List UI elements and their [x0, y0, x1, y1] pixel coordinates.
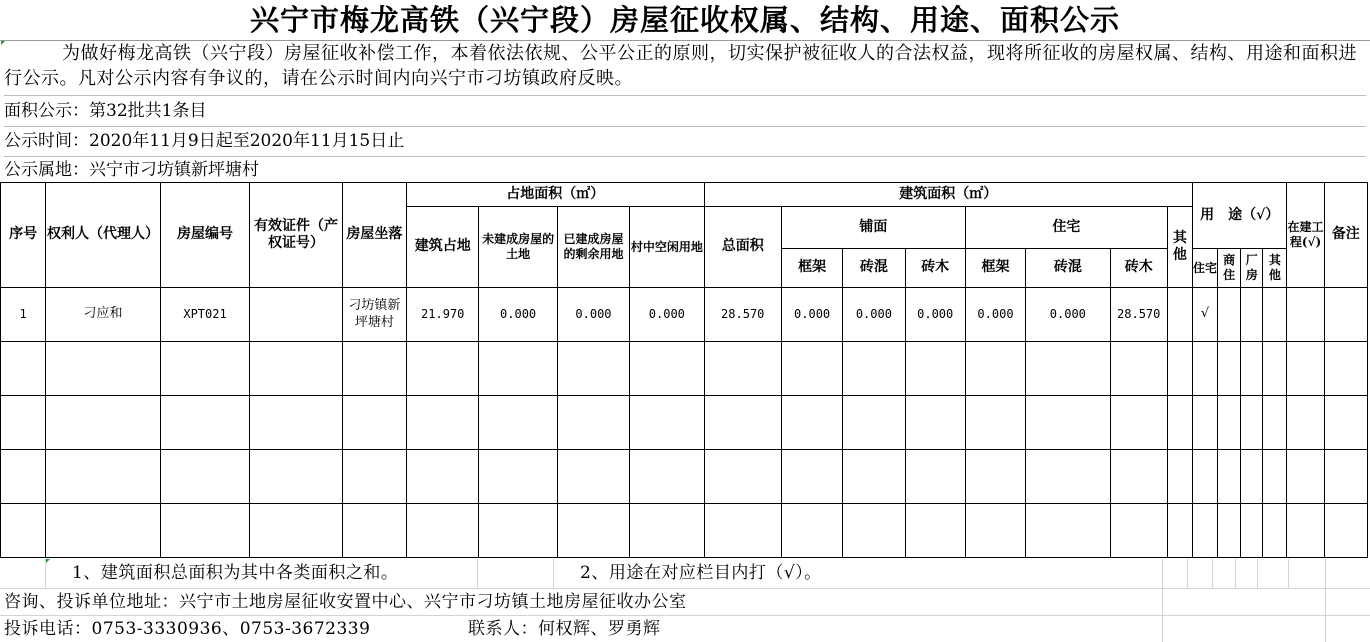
header-res-brick-wood: 砖木 [1110, 249, 1167, 288]
cell-under-construction [1287, 288, 1324, 342]
cell-unbuilt-land: 0.000 [479, 288, 557, 342]
cell-res-frame: 0.000 [965, 288, 1025, 342]
cell-shop-brick-concrete: 0.000 [843, 288, 905, 342]
grid-line [45, 559, 46, 589]
header-use-other: 其他 [1263, 249, 1287, 288]
header-shop-brick-concrete: 砖混 [843, 249, 905, 288]
cell-remarks [1324, 288, 1367, 342]
cell-comment-marker [46, 559, 50, 563]
footer-phone: 投诉电话：0753-3330936、0753-3672339 [4, 619, 371, 639]
note-2: 2、用途在对应栏目内打（√）。 [580, 563, 822, 583]
header-seq: 序号 [1, 183, 46, 288]
cell-village-idle: 0.000 [630, 288, 704, 342]
cell-res-brick-concrete: 0.000 [1026, 288, 1110, 342]
grid-line [1187, 559, 1188, 589]
note-1: 1、建筑面积总面积为其中各类面积之和。 [72, 563, 399, 583]
cell-building-land: 21.970 [407, 288, 479, 342]
table-row-empty [1, 342, 1368, 396]
cell-shop-brick-wood: 0.000 [905, 288, 965, 342]
cell-seq: 1 [1, 288, 46, 342]
cell-other [1167, 288, 1192, 342]
header-residence: 住宅 [965, 207, 1167, 249]
header-location: 房屋坐落 [342, 183, 406, 288]
grid-line [553, 559, 554, 589]
cell-owner: 刁应和 [46, 288, 161, 342]
header-under-construction: 在建工程(√) [1287, 183, 1324, 288]
header-remarks: 备注 [1324, 183, 1367, 288]
table-row-empty [1, 396, 1368, 450]
header-built-remaining: 已建成房屋的剩余用地 [557, 207, 629, 288]
header-unbuilt-land: 未建成房屋的土地 [479, 207, 557, 288]
intro-paragraph: 为做好梅龙高铁（兴宁段）房屋征收补偿工作，本着依法依规、公平公正的原则，切实保护被征收人的合法权益，现将所征收的房屋权属、结构、用途和面积进行公示。凡对公示内容有争议的，请在公示时间内向兴宁市刁坊镇政府反映。 [4, 41, 1366, 96]
header-shop: 铺面 [781, 207, 965, 249]
grid-line [1235, 559, 1236, 589]
header-build-area: 建筑面积（㎡） [704, 183, 1192, 207]
header-cert: 有效证件（产权证号） [250, 183, 342, 288]
header-use-factory: 厂房 [1241, 249, 1263, 288]
batch-info: 面积公示：第32批共1条目 [4, 96, 1366, 127]
header-house-no: 房屋编号 [160, 183, 249, 288]
header-shop-frame: 框架 [781, 249, 842, 288]
period-info: 公示时间：2020年11月9日起至2020年11月15日止 [4, 126, 1366, 157]
table-row-empty [1, 450, 1368, 504]
header-owner: 权利人（代理人） [46, 183, 161, 288]
footer-contact: 联系人：何权辉、罗勇辉 [468, 619, 661, 639]
cell-total-area: 28.570 [704, 288, 781, 342]
header-village-idle: 村中空闲用地 [630, 207, 704, 288]
grid-line [1257, 559, 1258, 589]
cell-res-brick-wood: 28.570 [1110, 288, 1167, 342]
header-res-frame: 框架 [965, 249, 1025, 288]
location-info: 公示属地：兴宁市刁坊镇新坪塘村 [4, 160, 259, 180]
grid-line [1325, 559, 1326, 642]
header-total-area: 总面积 [704, 207, 781, 288]
table-row [1, 288, 1368, 342]
table-row-empty [1, 504, 1368, 558]
footer-address: 咨询、投诉单位地址：兴宁市土地房屋征收安置中心、兴宁市刁坊镇土地房屋征收办公室 [4, 592, 687, 612]
cell-shop-frame: 0.000 [781, 288, 842, 342]
header-usage: 用 途（√） [1192, 183, 1286, 249]
grid-line [477, 559, 478, 589]
header-building-land: 建筑占地 [407, 207, 479, 288]
header-use-commercial: 商住 [1218, 249, 1241, 288]
header-other: 其他 [1167, 207, 1192, 288]
grid-line [1212, 559, 1213, 589]
grid-line [1162, 559, 1163, 642]
header-shop-brick-wood: 砖木 [905, 249, 965, 288]
header-use-residence: 住宅 [1192, 249, 1217, 288]
cell-use-factory [1241, 288, 1263, 342]
header-res-brick-concrete: 砖混 [1026, 249, 1110, 288]
cell-use-commercial [1218, 288, 1241, 342]
header-land-area: 占地面积（㎡） [407, 183, 704, 207]
cell-use-other [1263, 288, 1287, 342]
cell-location: 刁坊镇新坪塘村 [342, 288, 406, 342]
cell-house-no: XPT021 [160, 288, 249, 342]
page-title: 兴宁市梅龙高铁（兴宁段）房屋征收权属、结构、用途、面积公示 [0, 0, 1370, 41]
grid-line [1288, 559, 1289, 589]
expropriation-table [0, 182, 1368, 558]
cell-built-remaining: 0.000 [557, 288, 629, 342]
cell-use-residence: √ [1192, 288, 1217, 342]
cell-cert [250, 288, 342, 342]
